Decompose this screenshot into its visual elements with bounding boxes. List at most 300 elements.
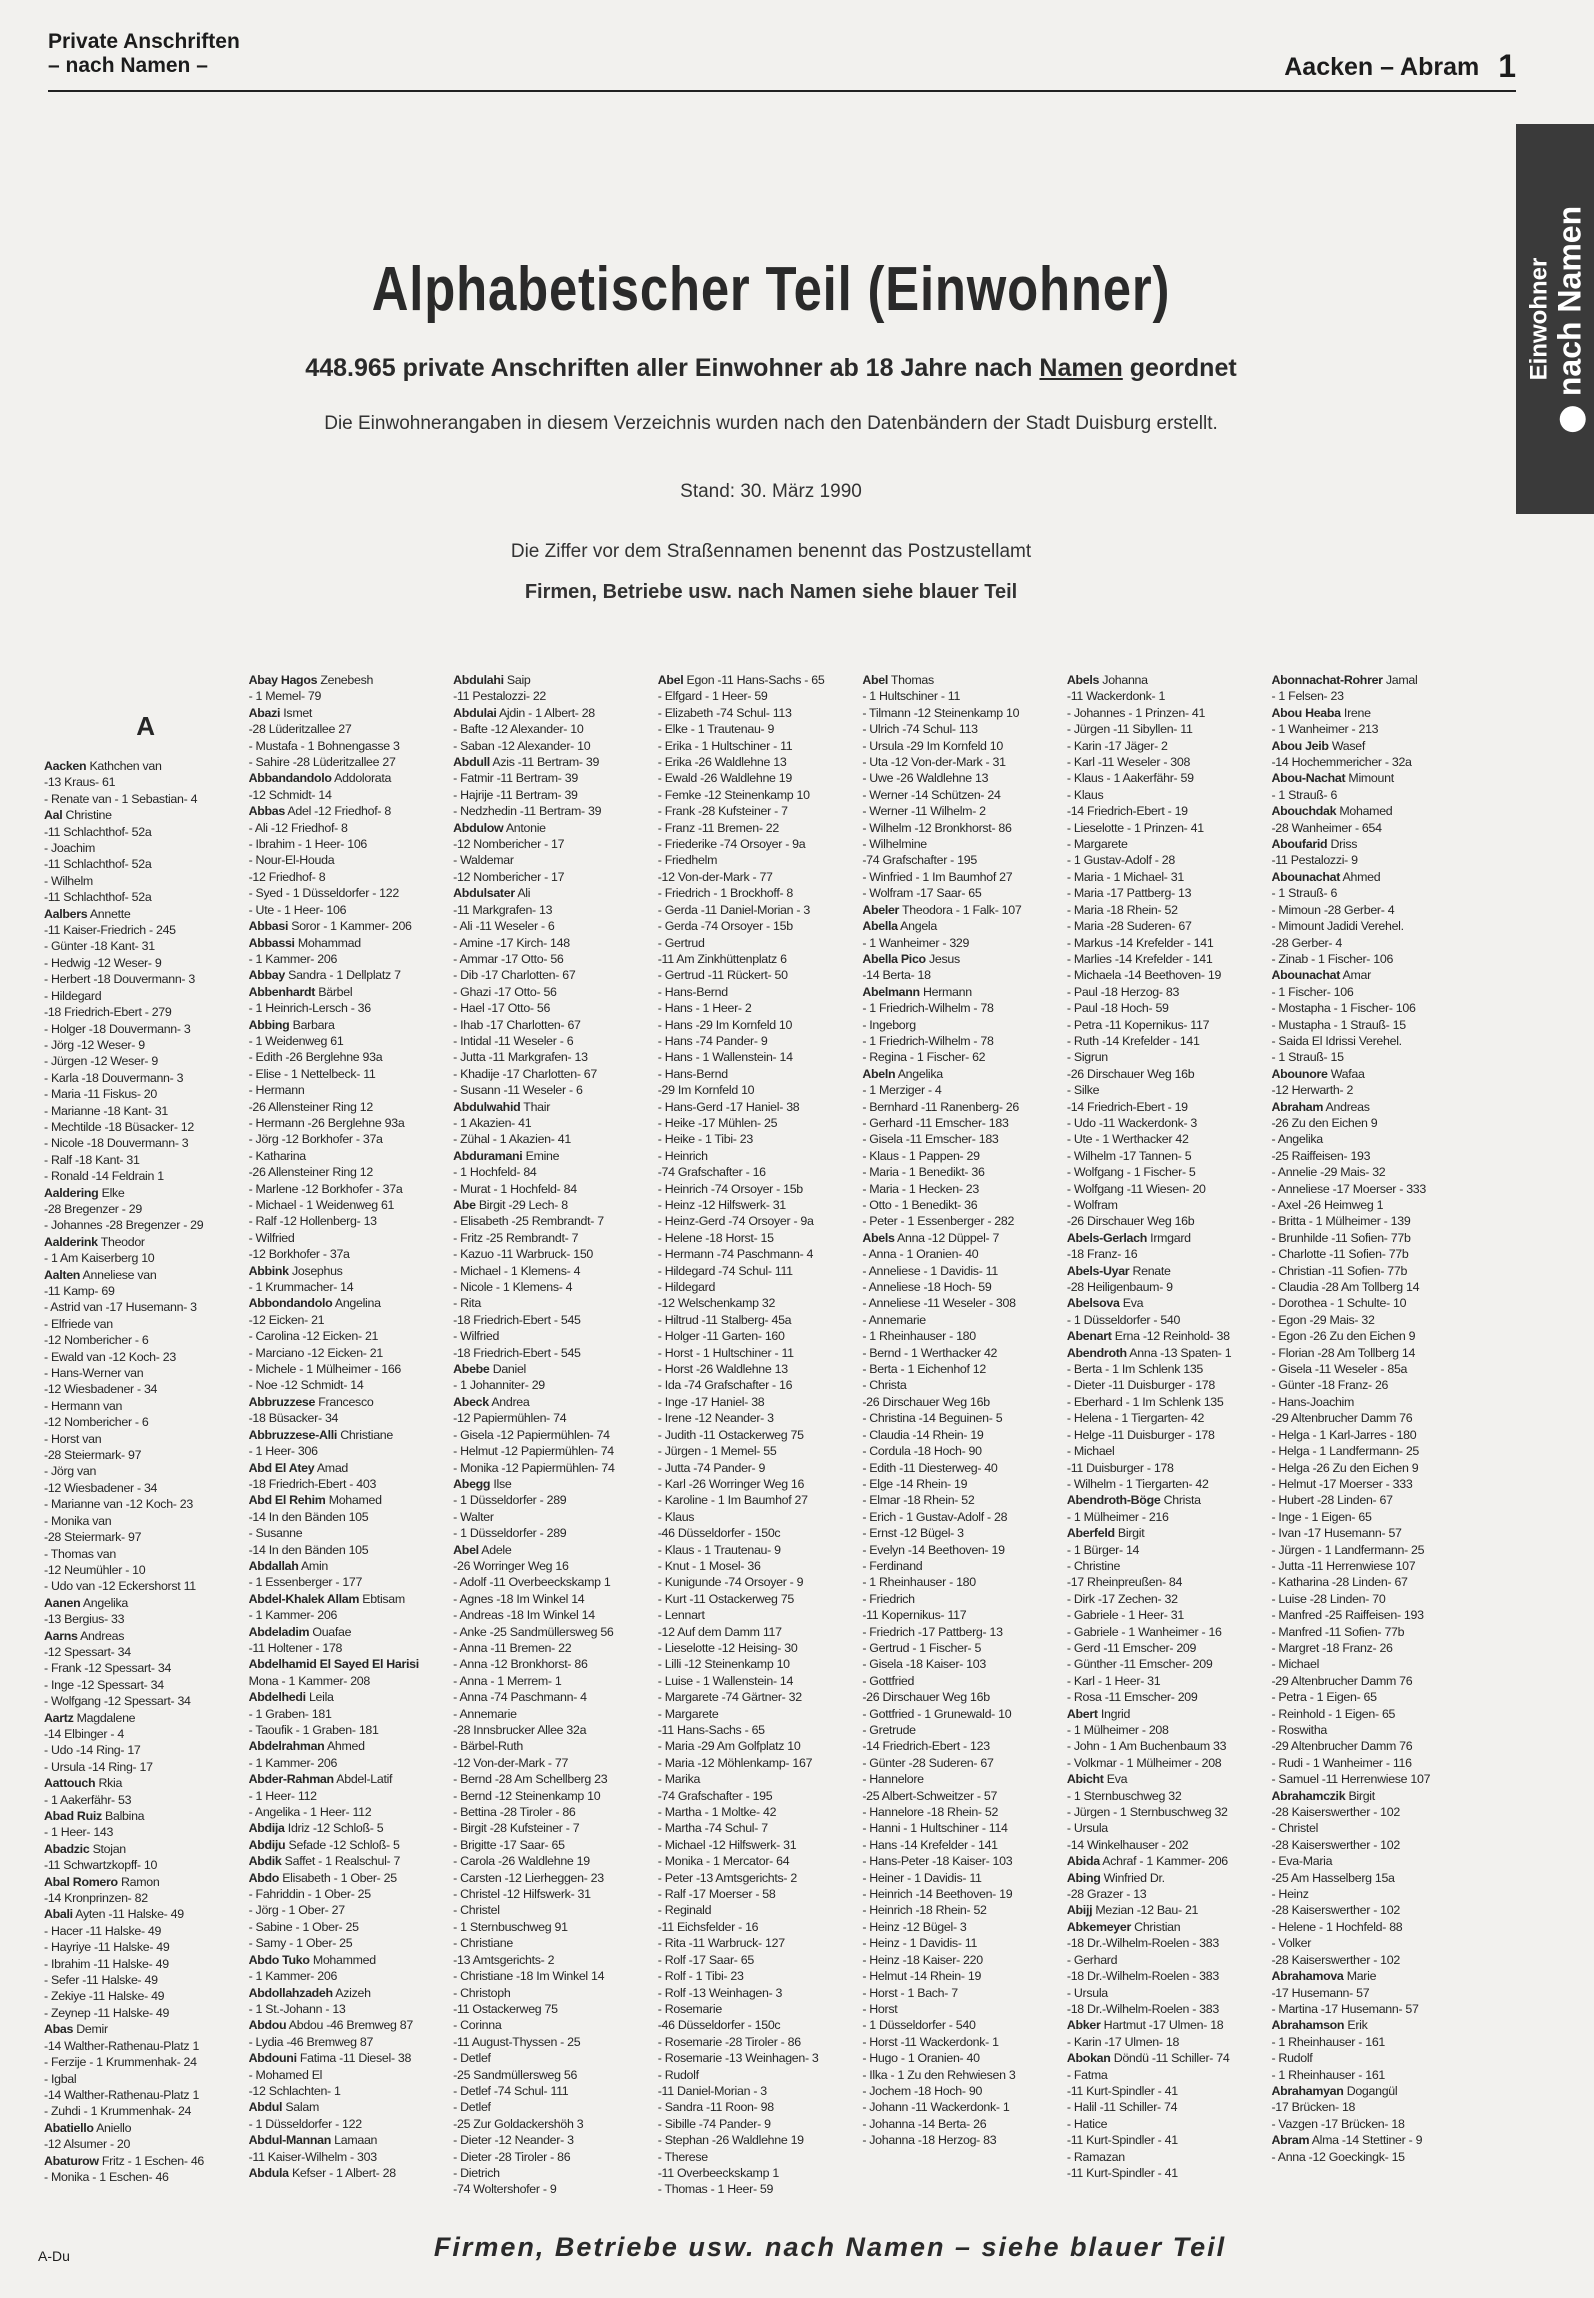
directory-entry [453, 1771, 656, 1787]
entry-surname: Aalderink [44, 1234, 98, 1249]
directory-entry [453, 1312, 656, 1328]
entry-text: - Anna -12 Bronkhorst- 86 [453, 1657, 588, 1672]
entry-text: Ajdin - 1 Albert- 28 [498, 705, 595, 720]
directory-entry [862, 738, 1065, 754]
directory-column [453, 672, 656, 2202]
entry-text: - Ammar -17 Otto- 56 [453, 951, 564, 966]
entry-text: Abdel-Latif [336, 1772, 393, 1787]
directory-entry [1067, 1919, 1270, 1935]
directory-entry [1067, 852, 1270, 868]
entry-text: - Uta -12 Von-der-Mark - 31 [862, 755, 1006, 770]
directory-entry [249, 1181, 452, 1197]
entry-text: - Anna -12 Goeckingk- 15 [1271, 2149, 1405, 2164]
directory-entry [862, 1689, 1065, 1705]
entry-surname: Abdelrahman [248, 1739, 325, 1754]
entry-text: - Wolfram [1066, 1198, 1118, 1212]
entry-text: - Mustapha - 1 Strauß- 15 [1271, 1017, 1406, 1032]
directory-entry [44, 988, 247, 1004]
entry-text: - Bafte -12 Alexander- 10 [453, 722, 584, 737]
directory-entry [1067, 1591, 1270, 1607]
directory-entry [862, 1460, 1065, 1476]
entry-text: Ilse [493, 1476, 512, 1491]
entry-text: - Anna - 1 Merrem- 1 [453, 1673, 562, 1688]
directory-entry [453, 2083, 656, 2099]
directory-entry [862, 1558, 1065, 1574]
directory-entry [1067, 721, 1270, 737]
entry-text: - Carsten -12 Lierheggen- 23 [453, 1870, 604, 1885]
entry-text: Aniello [96, 2120, 132, 2135]
directory-entry [44, 1086, 247, 1102]
entry-text: Adel -12 Friedhof- 8 [287, 804, 391, 819]
entry-text: -26 Dirschauer Weg 16b [1066, 1066, 1195, 1081]
entry-text: - Rosemarie -13 Weinhagen- 3 [657, 2051, 819, 2066]
directory-entry [249, 1492, 452, 1508]
directory-entry [658, 2149, 861, 2165]
directory-entry [1067, 2001, 1270, 2017]
entry-text: Leila [308, 1690, 334, 1705]
entry-text: - Sigrun [1066, 1050, 1108, 1065]
entry-text: - Hermann -26 Berglehne 93a [248, 1115, 405, 1130]
entry-text: Erik [1347, 2018, 1368, 2033]
directory-entry [862, 1656, 1065, 1672]
entry-surname: Abels-Gerlach [1066, 1230, 1148, 1245]
entry-text: - Reginald [657, 1903, 712, 1918]
entry-text: - Sibille -74 Pander- 9 [657, 2116, 771, 2131]
entry-text: - Günter -18 Kant- 31 [44, 939, 155, 954]
directory-entry [658, 1115, 861, 1131]
entry-text: - Jochem -18 Hoch- 90 [862, 2083, 983, 2098]
entry-text: - Ibrahim - 1 Heer- 106 [248, 837, 368, 852]
entry-surname: Abbassi [248, 935, 295, 950]
entry-text: - Femke -12 Steinenkamp 10 [657, 787, 810, 802]
entry-text: - Erich - 1 Gustav-Adolf - 28 [862, 1509, 1008, 1524]
entry-surname: Abraham [1271, 1099, 1324, 1114]
directory-entry [658, 1985, 861, 2001]
directory-entry [658, 1591, 861, 1607]
entry-text: - Günther -11 Emscher- 209 [1066, 1657, 1213, 1672]
directory-entry [1067, 869, 1270, 885]
entry-text: - Carola -26 Waldlehne 19 [453, 1854, 590, 1869]
entry-surname: Abdeladim [248, 1624, 310, 1639]
directory-entry [249, 836, 452, 852]
directory-entry [1271, 1000, 1474, 1016]
entry-text: Achraf - 1 Kammer- 206 [1102, 1854, 1228, 1869]
entry-text: - Christiane -18 Im Winkel 14 [453, 1969, 605, 1984]
directory-entry [1271, 1755, 1474, 1771]
entry-text: Soror - 1 Kammer- 206 [291, 919, 412, 934]
entry-text: -11 Kurt-Spindler - 41 [1066, 2165, 1178, 2180]
directory-entry [44, 2120, 247, 2136]
entry-surname: Abbruzzese [248, 1394, 316, 1409]
entry-text: -11 Pestalozzi- 9 [1271, 853, 1358, 868]
entry-surname: Abal Romero [44, 1874, 118, 1889]
entry-text: - Margarete -74 Gärtner- 32 [657, 1690, 802, 1705]
entry-text: Addolorata [334, 771, 392, 786]
directory-entry [453, 1295, 656, 1311]
entry-text: - Hacer -11 Halske- 49 [44, 1923, 162, 1938]
directory-entry [44, 1365, 247, 1381]
directory-entry [1271, 935, 1474, 951]
directory-entry [658, 705, 861, 721]
entry-text: - Hannelore -18 Rhein- 52 [862, 1805, 999, 1820]
directory-entry [658, 1410, 861, 1426]
directory-entry [862, 1968, 1065, 1984]
directory-entry [44, 1201, 247, 1217]
entry-text: Fritz - 1 Eschen- 46 [101, 2153, 205, 2168]
header-line-1: Private Anschriften [48, 30, 240, 53]
entry-text: - 1 Graben- 181 [248, 1706, 332, 1721]
entry-text: -12 Von-der-Mark - 77 [453, 1755, 569, 1770]
entry-text: -18 Dr.-Wilhelm-Roelen - 383 [1066, 1969, 1219, 1984]
entry-text: -12 Alsumer - 20 [44, 2137, 131, 2152]
directory-entry [1067, 2099, 1270, 2115]
directory-entry [658, 1968, 861, 1984]
entry-text: - Helmut -12 Papiermühlen- 74 [453, 1444, 614, 1459]
entry-surname: Abbondandolo [248, 1296, 333, 1311]
entry-text: - 1 Wanheimer - 213 [1271, 722, 1379, 737]
entry-text: Emine [525, 1148, 560, 1163]
entry-text: -14 In den Bänden 105 [248, 1542, 369, 1557]
entry-surname: Abeln [862, 1066, 896, 1081]
entry-text: - Ida -74 Grafschafter - 16 [657, 1378, 793, 1393]
entry-text: -28 Grazer - 13 [1066, 1887, 1147, 1902]
directory-entry [862, 2067, 1065, 2083]
directory-entry [249, 1115, 452, 1131]
entry-text: - Luise -28 Linden- 70 [1271, 1591, 1386, 1606]
entry-text: Andreas [80, 1628, 125, 1643]
entry-text: -25 Raiffeisen- 193 [1271, 1148, 1371, 1163]
entry-text: - Intidal -11 Weseler - 6 [453, 1033, 574, 1048]
entry-text: - Gertrud -11 Rückert- 50 [657, 968, 788, 983]
directory-entry [1271, 721, 1474, 737]
directory-entry [862, 1591, 1065, 1607]
directory-entry [453, 885, 656, 901]
directory-entry [453, 1689, 656, 1705]
entry-text: - Paul -18 Herzog- 83 [1066, 984, 1180, 999]
entry-text: Abdou -46 Bremweg 87 [288, 2018, 413, 2033]
directory-entry [1271, 1804, 1474, 1820]
entry-text: - Maria - 1 Michael- 31 [1066, 869, 1184, 884]
entry-text: - 1 Heer- 143 [44, 1825, 114, 1840]
directory-entry [1067, 902, 1270, 918]
entry-text: - Kazuo -11 Warbruck- 150 [453, 1247, 594, 1262]
directory-entry [249, 1820, 452, 1836]
entry-text: - 1 Rheinhauser - 180 [862, 1329, 976, 1344]
directory-entry [658, 852, 861, 868]
directory-entry [658, 1033, 861, 1049]
directory-entry [658, 1049, 861, 1065]
directory-entry [1067, 1246, 1270, 1262]
directory-entry [1067, 738, 1270, 754]
entry-surname: Abkemeyer [1066, 1919, 1132, 1934]
directory-entry [862, 1377, 1065, 1393]
entry-text: - Hans-Joachim [1271, 1394, 1355, 1409]
entry-text: - Zeynep -11 Halske- 49 [44, 2005, 170, 2020]
entry-text: - Heike - 1 Tibi- 23 [657, 1132, 753, 1147]
entry-surname: Abel [862, 673, 888, 687]
entry-text: - Mostapha - 1 Fischer- 106 [1271, 1001, 1416, 1016]
entry-text: - Wolfram -17 Saar- 65 [862, 886, 982, 901]
entry-text: Mezian -12 Bau- 21 [1095, 1903, 1199, 1918]
entry-surname: Abert [1066, 1706, 1098, 1721]
directory-entry [658, 1952, 861, 1968]
directory-entry [862, 2050, 1065, 2066]
entry-surname: Abdulow [453, 820, 504, 835]
entry-text: - Nour-El-Houda [248, 853, 335, 868]
directory-entry [453, 1968, 656, 1984]
entry-text: Angela [900, 919, 937, 934]
section-thumb-tab [1516, 124, 1594, 514]
directory-entry [658, 2099, 861, 2115]
entry-text: - 1 Am Kaiserberg 10 [44, 1251, 155, 1266]
directory-entry [1067, 2050, 1270, 2066]
entry-text: - Elke - 1 Trautenau- 9 [657, 722, 775, 737]
directory-entry [1271, 2083, 1474, 2099]
directory-entry [44, 1562, 247, 1578]
entry-text: - Karla -18 Douvermann- 3 [44, 1070, 184, 1085]
entry-text: - Bernd - 1 Werthacker 42 [862, 1345, 998, 1360]
directory-entry [1271, 754, 1474, 770]
entry-text: Birgit [1117, 1526, 1145, 1541]
directory-entry [1271, 1230, 1474, 1246]
directory-entry [1271, 787, 1474, 803]
directory-entry [658, 1574, 861, 1590]
directory-entry [1271, 836, 1474, 852]
entry-surname: Aartz [44, 1710, 74, 1725]
directory-entry [862, 1361, 1065, 1377]
entry-text: Azis -11 Bertram- 39 [492, 755, 600, 770]
directory-entry [1271, 1066, 1474, 1082]
directory-entry [1271, 1328, 1474, 1344]
entry-surname: Abatiello [44, 2120, 94, 2135]
entry-text: - Lennart [657, 1608, 705, 1623]
directory-entry [44, 1414, 247, 1430]
entry-text: Winfried Dr. [1103, 1870, 1165, 1885]
entry-text: - John - 1 Am Buchenbaum 33 [1066, 1739, 1227, 1754]
entry-text: -29 Im Kornfeld 10 [657, 1083, 755, 1098]
directory-entry [249, 1919, 452, 1935]
entry-text: - Maria -29 Am Golfplatz 10 [657, 1739, 801, 1754]
directory-entry [44, 1906, 247, 1922]
entry-text: -13 Kraus- 61 [44, 775, 116, 790]
directory-entry [453, 1476, 656, 1492]
entry-text: - Karin -17 Ulmen- 18 [1066, 2034, 1180, 2049]
directory-entry [453, 869, 656, 885]
entry-text: - Fahriddin - 1 Ober- 25 [248, 1887, 371, 1902]
directory-entry [1271, 1263, 1474, 1279]
directory-entry [1067, 1115, 1270, 1131]
directory-entry [1067, 1033, 1270, 1049]
directory-entry [1271, 1181, 1474, 1197]
directory-entry [44, 1234, 247, 1250]
directory-entry [44, 1677, 247, 1693]
entry-surname: Abker [1066, 2018, 1101, 2033]
entry-text: - 1 Sternbuschweg 91 [453, 1919, 568, 1934]
entry-surname: Abdo [248, 1870, 280, 1885]
entry-text: - Holger -18 Douvermann- 3 [44, 1021, 191, 1036]
directory-entry [1067, 1902, 1270, 1918]
entry-surname: Abdel-Khalek Allam [248, 1591, 360, 1606]
entry-text: - Ewald van -12 Koch- 23 [44, 1349, 176, 1364]
entry-text: - Eberhard - 1 Im Schlenk 135 [1066, 1394, 1224, 1409]
entry-text: Jesus [928, 951, 960, 966]
directory-entry [1067, 1656, 1270, 1672]
entry-text: Ayten -11 Halske- 49 [75, 1907, 184, 1922]
entry-text: - Karoline - 1 Im Baumhof 27 [657, 1493, 808, 1508]
entry-surname: Abbasi [248, 919, 289, 934]
directory-entry [1271, 1394, 1474, 1410]
directory-entry [1271, 1591, 1474, 1607]
entry-text: - Johann -11 Wackerdonk- 1 [862, 2100, 1010, 2115]
directory-entry [44, 1841, 247, 1857]
entry-text: - Zinab - 1 Fischer- 106 [1271, 951, 1394, 966]
entry-text: - Fritz -25 Rembrandt- 7 [453, 1230, 579, 1245]
entry-text: - Wilhelm -12 Bronkhorst- 86 [862, 820, 1012, 835]
directory-entry [44, 971, 247, 987]
entry-text: - 1 Akazien- 41 [453, 1115, 532, 1130]
directory-entry [453, 705, 656, 721]
entry-text: - 1 Heinrich-Lersch - 36 [248, 1001, 371, 1016]
entry-text: - Inge - 1 Eigen- 65 [1271, 1509, 1372, 1524]
entry-text: - Sefer -11 Halske- 49 [44, 1973, 158, 1988]
entry-text: -29 Altenbrucher Damm 76 [1271, 1673, 1413, 1688]
entry-text: - Heiner - 1 Davidis- 11 [862, 1870, 982, 1885]
directory-entry [453, 770, 656, 786]
entry-text: - Regina - 1 Fischer- 62 [862, 1050, 986, 1065]
entry-text: Adele [481, 1542, 512, 1557]
entry-surname: Aattouch [44, 1776, 96, 1791]
directory-entry [862, 1755, 1065, 1771]
directory-entry [862, 1164, 1065, 1180]
directory-entry [862, 2099, 1065, 2115]
entry-text: Anneliese van [82, 1267, 157, 1282]
directory-entry [658, 1394, 861, 1410]
directory-entry [862, 1295, 1065, 1311]
entry-text: - Ibrahim -11 Halske- 49 [44, 1956, 169, 1971]
entry-text: - Ursula -14 Ring- 17 [44, 1759, 153, 1774]
entry-text: Ahmed [326, 1739, 365, 1754]
directory-entry [44, 1988, 247, 2004]
directory-entry [453, 1935, 656, 1951]
directory-entry [249, 1443, 452, 1459]
side-tab-label [1525, 206, 1586, 432]
entry-text: - Heinrich -18 Rhein- 52 [862, 1903, 987, 1918]
entry-text: Zenebesh [320, 673, 374, 687]
directory-entry [1067, 1525, 1270, 1541]
directory-entry [44, 1283, 247, 1299]
entry-text: - Egon -29 Mais- 32 [1271, 1312, 1375, 1327]
side-tab-line-2 [1551, 205, 1588, 432]
directory-entry [1067, 1328, 1270, 1344]
directory-entry [658, 1148, 861, 1164]
directory-entry [1067, 1755, 1270, 1771]
directory-entry [453, 1230, 656, 1246]
directory-entry [453, 2181, 656, 2197]
entry-surname: Abelmann [862, 984, 920, 999]
entry-text: -18 Friedrich-Ebert - 403 [248, 1476, 377, 1491]
entry-text: - Heinz-Gerd -74 Orsoyer - 9a [657, 1214, 814, 1229]
entry-text: -28 Innsbrucker Allee 32a [453, 1723, 587, 1737]
entry-text: -11 Ostackerweg 75 [453, 2001, 558, 2016]
section-letter: A [136, 711, 155, 741]
entry-text: - Helene -18 Horst- 15 [657, 1230, 774, 1245]
directory-entry [658, 754, 861, 770]
directory-entry [1271, 1460, 1474, 1476]
entry-text: - Dorothea - 1 Schulte- 10 [1271, 1296, 1407, 1311]
entry-text: -17 Brücken- 18 [1271, 2100, 1356, 2115]
directory-entry [1067, 1361, 1270, 1377]
directory-entry [1271, 951, 1474, 967]
entry-text: - Ewald -26 Waldlehne 19 [657, 771, 792, 786]
directory-entry [453, 820, 656, 836]
directory-entry [249, 1902, 452, 1918]
entry-surname: Abd El Atey [248, 1460, 315, 1475]
subtitle-underlined: Namen [1039, 354, 1123, 382]
directory-entry [658, 738, 861, 754]
directory-entry [249, 787, 452, 803]
entry-text: - Ilka - 1 Zu den Rehwiesen 3 [862, 2067, 1016, 2082]
entry-text: - Claudia -14 Rhein- 19 [862, 1427, 984, 1442]
directory-entry [658, 1804, 861, 1820]
directory-entry [658, 1099, 861, 1115]
directory-entry [658, 1181, 861, 1197]
entry-text: Thomas [890, 673, 934, 687]
directory-entry [658, 1656, 861, 1672]
directory-entry [658, 1082, 861, 1098]
directory-entry [453, 2067, 656, 2083]
entry-text: - 1 Essenberger - 177 [248, 1575, 363, 1590]
entry-text: Andrea [491, 1394, 530, 1409]
entry-text: -12 Von-der-Mark - 77 [657, 869, 773, 884]
directory-entry [453, 1410, 656, 1426]
entry-text: - Markus -14 Krefelder - 141 [1066, 935, 1214, 950]
directory-entry [44, 1529, 247, 1545]
directory-entry [1067, 1197, 1270, 1213]
directory-entry [453, 1853, 656, 1869]
entry-text: - Ramazan [1066, 2149, 1125, 2164]
directory-entry [249, 2067, 452, 2083]
entry-text: -14 Hochemmericher - 32a [1271, 755, 1412, 770]
directory-entry [44, 1004, 247, 1020]
entry-text: - Christel [453, 1903, 500, 1918]
entry-surname: Abou Jeib [1271, 738, 1329, 753]
entry-text: - Gabriele - 1 Heer- 31 [1066, 1608, 1184, 1623]
directory-entry [44, 2103, 247, 2119]
entry-text: - Elge -14 Rhein- 19 [862, 1476, 968, 1491]
directory-entry [44, 889, 247, 905]
entry-text: - Marlies -14 Krefelder - 141 [1066, 951, 1213, 966]
directory-entry [1271, 1558, 1474, 1574]
entry-text: - Vazgen -17 Brücken- 18 [1271, 2116, 1405, 2131]
directory-entry [658, 1427, 861, 1443]
entry-text: -12 Welschenkamp 32 [657, 1296, 776, 1311]
directory-entry [249, 1837, 452, 1853]
directory-entry [1271, 1738, 1474, 1754]
entry-text: Eva [1106, 1772, 1128, 1787]
directory-entry [249, 803, 452, 819]
directory-entry [862, 1935, 1065, 1951]
entry-text: - Ernst -12 Bügel- 3 [862, 1526, 964, 1541]
directory-column [249, 672, 452, 2202]
entry-text: Elke [101, 1185, 125, 1200]
directory-entry [862, 1131, 1065, 1147]
entry-text: - Susann -11 Weseler - 6 [453, 1083, 583, 1098]
directory-entry [658, 2181, 861, 2197]
directory-entry [44, 1381, 247, 1397]
entry-text: - Karin -17 Jäger- 2 [1066, 738, 1168, 753]
directory-entry [862, 2116, 1065, 2132]
entry-text: Mohamed [328, 1493, 382, 1508]
